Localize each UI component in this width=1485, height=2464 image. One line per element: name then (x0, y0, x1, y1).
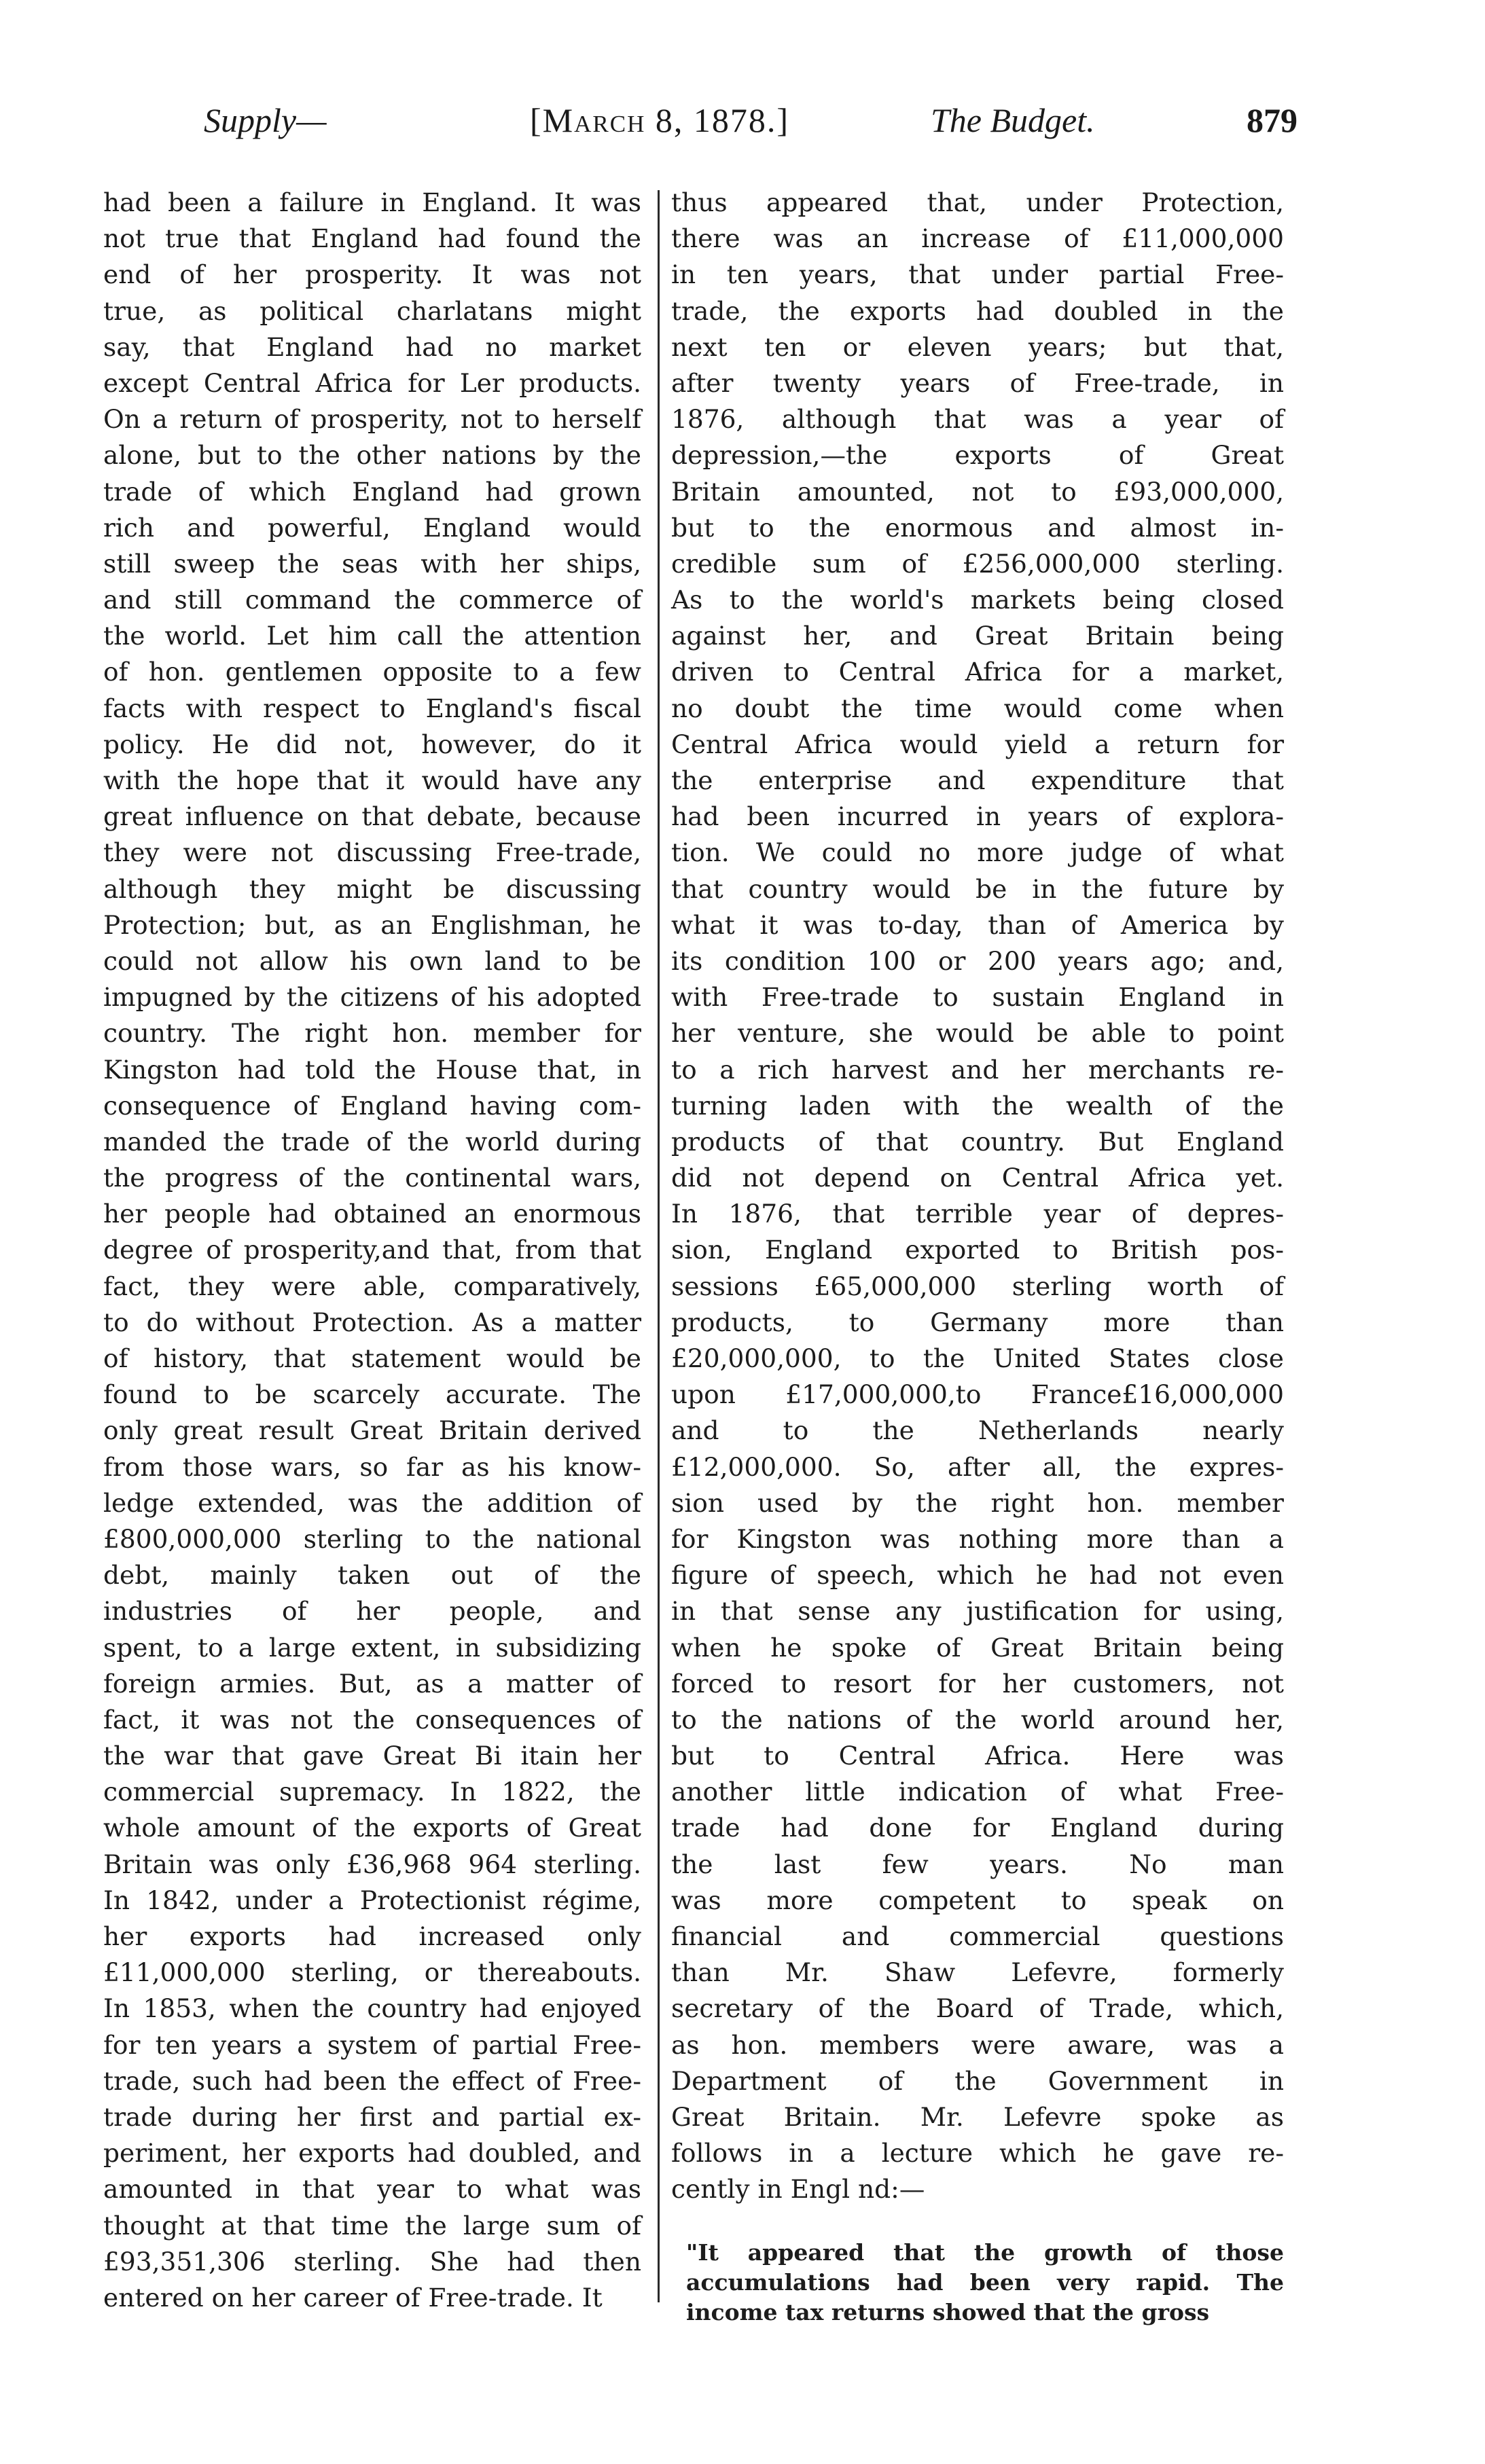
right-column-line: In 1876, that terrible year of depres- (671, 1199, 1284, 1229)
left-column-line: still sweep the seas with her ships, (103, 548, 641, 579)
right-column-line: secretary of the Board of Trade, which, (671, 1993, 1284, 2024)
header-date (530, 101, 789, 140)
left-column-line: of history, that statement would be (103, 1343, 641, 1373)
left-column-line: foreign armies. But, as a matter of (103, 1668, 641, 1699)
right-column-line: figure of speech, which he had not even (671, 1560, 1284, 1591)
right-column-line: but to Central Africa. Here was (671, 1741, 1284, 1771)
left-column-line: to do without Protection. As a matter (103, 1307, 641, 1337)
left-column-line: true, as political charlatans might (103, 295, 641, 326)
left-column-line: although they might be discussing (103, 873, 641, 904)
left-column-line: Kingston had told the House that, in (103, 1054, 641, 1085)
left-column-line: consequence of England having com- (103, 1090, 641, 1121)
left-column-line: found to be scarcely accurate. The (103, 1379, 641, 1410)
right-column-line: sessions £65,000,000 sterling worth of (671, 1271, 1284, 1301)
left-column-line: not true that England had found the (103, 223, 641, 254)
header-subject: The Budget. (931, 101, 1095, 139)
left-column-line: of hon. gentlemen opposite to a few (103, 657, 641, 687)
right-column-line: in ten years, that under partial Free- (671, 259, 1284, 290)
right-column-line: but to the enormous and almost in- (671, 512, 1284, 543)
right-column-line: in that sense any justification for using, (671, 1596, 1284, 1627)
left-column-line: the war that gave Great Bi itain her (103, 1741, 641, 1771)
right-column-line: Central Africa would yield a return for (671, 729, 1284, 759)
right-column-line: thus appeared that, under Protection, (671, 187, 1284, 217)
right-column-line: another little indication of what Free- (671, 1777, 1284, 1807)
right-column-line: to a rich harvest and her merchants re- (671, 1054, 1284, 1085)
right-column-line: products, to Germany more than (671, 1307, 1284, 1337)
left-column-line: had been a failure in England. It was (103, 187, 641, 217)
left-column-line: the progress of the continental wars, (103, 1163, 641, 1193)
left-column-line: for ten years a system of partial Free- (103, 2029, 641, 2060)
left-column-line: ledge extended, was the addition of (103, 1487, 641, 1518)
left-column-line: impugned by the citizens of his adopted (103, 982, 641, 1013)
right-column-line: £12,000,000. So, after all, the expres- (671, 1451, 1284, 1482)
left-column-line: the world. Let him call the attention (103, 621, 641, 651)
quote-line: accumulations had been very rapid. The (686, 2269, 1284, 2296)
header-date-rest: 8, 1878.] (645, 101, 790, 139)
left-column-line: could not allow his own land to be (103, 945, 641, 976)
left-column-line: amounted in that year to what was (103, 2174, 641, 2205)
left-column-line: from those wars, so far as his know- (103, 1451, 641, 1482)
right-column-line: that country would be in the future by (671, 873, 1284, 904)
quote-line: income tax returns showed that the gross (686, 2299, 1210, 2325)
right-column-line: turning laden with the wealth of the (671, 1090, 1284, 1121)
left-column-line: her people had obtained an enormous (103, 1199, 641, 1229)
left-column-line: trade of which England had grown (103, 476, 641, 507)
right-column-line: sion used by the right hon. member (671, 1487, 1284, 1518)
right-column-line: there was an increase of £11,000,000 (671, 223, 1284, 254)
left-column-line: with the hope that it would have any (103, 765, 641, 795)
right-column-line: driven to Central Africa for a market, (671, 657, 1284, 687)
right-column-line: tion. We could no more judge of what (671, 837, 1284, 868)
right-column-line: upon £17,000,000,to France£16,000,000 (671, 1379, 1284, 1410)
right-column-line: with Free-trade to sustain England in (671, 982, 1284, 1013)
right-column-line: did not depend on Central Africa yet. (671, 1163, 1284, 1193)
right-column-line: as hon. members were aware, was a (671, 2029, 1284, 2060)
right-column-line: after twenty years of Free-trade, in (671, 367, 1284, 398)
right-column-line: Department of the Government in (671, 2065, 1284, 2096)
right-column-line: follows in a lecture which he gave re- (671, 2138, 1284, 2169)
right-column-line: had been incurred in years of explora- (671, 801, 1284, 832)
right-column-line: than Mr. Shaw Lefevre, formerly (671, 1957, 1284, 1988)
right-column-line: the enterprise and expenditure that (671, 765, 1284, 795)
right-column-line: 1876, although that was a year of (671, 404, 1284, 435)
left-column-line: and still command the commerce of (103, 585, 641, 615)
right-column-line: was more competent to speak on (671, 1885, 1284, 1915)
right-column-line: financial and commercial questions (671, 1921, 1284, 1951)
left-column-line: fact, they were able, comparatively, (103, 1271, 641, 1301)
left-column-line: her exports had increased only (103, 1921, 641, 1951)
left-column-line: Britain was only £36,968 964 sterling. (103, 1849, 641, 1879)
left-column-line: alone, but to the other nations by the (103, 440, 641, 471)
column-divider (658, 190, 660, 2302)
right-text-column (671, 185, 1284, 2208)
left-column-line: they were not discussing Free-trade, (103, 837, 641, 868)
left-column-line: except Central Africa for Ler products. (103, 367, 641, 398)
right-column-line: cently in Engl nd:— (671, 2174, 925, 2205)
left-column-line: Protection; but, as an Englishman, he (103, 909, 641, 940)
right-column-line: to the nations of the world around her, (671, 1704, 1284, 1735)
left-column-line: only great result Great Britain derived (103, 1415, 641, 1446)
right-column-line: what it was to-day, than of America by (671, 909, 1284, 940)
right-column-line: and to the Netherlands nearly (671, 1415, 1284, 1446)
left-column-line: £93,351,306 sterling. She had then (103, 2246, 641, 2277)
right-column-line: next ten or eleven years; but that, (671, 331, 1284, 362)
right-column-line: forced to resort for her customers, not (671, 1668, 1284, 1699)
right-column-line: trade had done for England during (671, 1813, 1284, 1843)
left-column-line: In 1842, under a Protectionist régime, (103, 1885, 641, 1915)
left-column-line: fact, it was not the consequences of (103, 1704, 641, 1735)
left-column-line: commercial supremacy. In 1822, the (103, 1777, 641, 1807)
header-date-bracket: [ (530, 101, 543, 139)
left-column-line: £11,000,000 sterling, or thereabouts. (103, 1957, 641, 1988)
right-column-line: As to the world's markets being closed (671, 585, 1284, 615)
right-column-line: for Kingston was nothing more than a (671, 1523, 1284, 1554)
left-column-line: whole amount of the exports of Great (103, 1813, 641, 1843)
left-column-line: end of her prosperity. It was not (103, 259, 641, 290)
left-column-line: periment, her exports had doubled, and (103, 2138, 641, 2169)
left-column-line: great influence on that debate, because (103, 801, 641, 832)
right-column-line: Britain amounted, not to £93,000,000, (671, 476, 1284, 507)
left-column-line: country. The right hon. member for (103, 1018, 641, 1049)
right-column-line: against her, and Great Britain being (671, 621, 1284, 651)
right-column-line: no doubt the time would come when (671, 693, 1284, 723)
page-number: 879 (1247, 101, 1298, 139)
left-column-line: thought at that time the large sum of (103, 2210, 641, 2241)
running-header (204, 101, 1298, 155)
right-column-line: depression,—the exports of Great (671, 440, 1284, 471)
right-column-line: £20,000,000, to the United States close (671, 1343, 1284, 1373)
right-column-line: the last few years. No man (671, 1849, 1284, 1879)
left-column-line: On a return of prosperity, not to herself (103, 404, 641, 435)
quoted-extract (686, 2238, 1284, 2327)
right-column-line: her venture, she would be able to point (671, 1018, 1284, 1049)
right-column-line: sion, England exported to British pos- (671, 1235, 1284, 1265)
left-column-line: say, that England had no market (103, 331, 641, 362)
left-text-column (103, 185, 641, 2316)
right-column-line: its condition 100 or 200 years ago; and, (671, 945, 1284, 976)
left-column-line: trade during her first and partial ex- (103, 2101, 641, 2132)
left-column-line: In 1853, when the country had enjoyed (103, 1993, 641, 2024)
right-column-line: trade, the exports had doubled in the (671, 295, 1284, 326)
left-column-line: rich and powerful, England would (103, 512, 641, 543)
quote-line: "It appeared that the growth of those (686, 2239, 1284, 2266)
left-column-line: debt, mainly taken out of the (103, 1560, 641, 1591)
header-section-title: Supply— (204, 101, 327, 139)
left-column-line: facts with respect to England's fiscal (103, 693, 641, 723)
right-column-line: products of that country. But England (671, 1126, 1284, 1157)
left-column-line: spent, to a large extent, in subsidizing (103, 1632, 641, 1663)
left-column-line: manded the trade of the world during (103, 1126, 641, 1157)
left-column-line: entered on her career of Free-trade. It (103, 2282, 603, 2313)
left-column-line: industries of her people, and (103, 1596, 641, 1627)
left-column-line: policy. He did not, however, do it (103, 729, 641, 759)
header-date-month: March (542, 101, 646, 139)
right-column-line: Great Britain. Mr. Lefevre spoke as (671, 2101, 1284, 2132)
left-column-line: degree of prosperity,and that, from that (103, 1235, 641, 1265)
left-column-line: trade, such had been the effect of Free- (103, 2065, 641, 2096)
right-column-line: when he spoke of Great Britain being (671, 1632, 1284, 1663)
right-column-line: credible sum of £256,000,000 sterling. (671, 548, 1284, 579)
left-column-line: £800,000,000 sterling to the national (103, 1523, 641, 1554)
